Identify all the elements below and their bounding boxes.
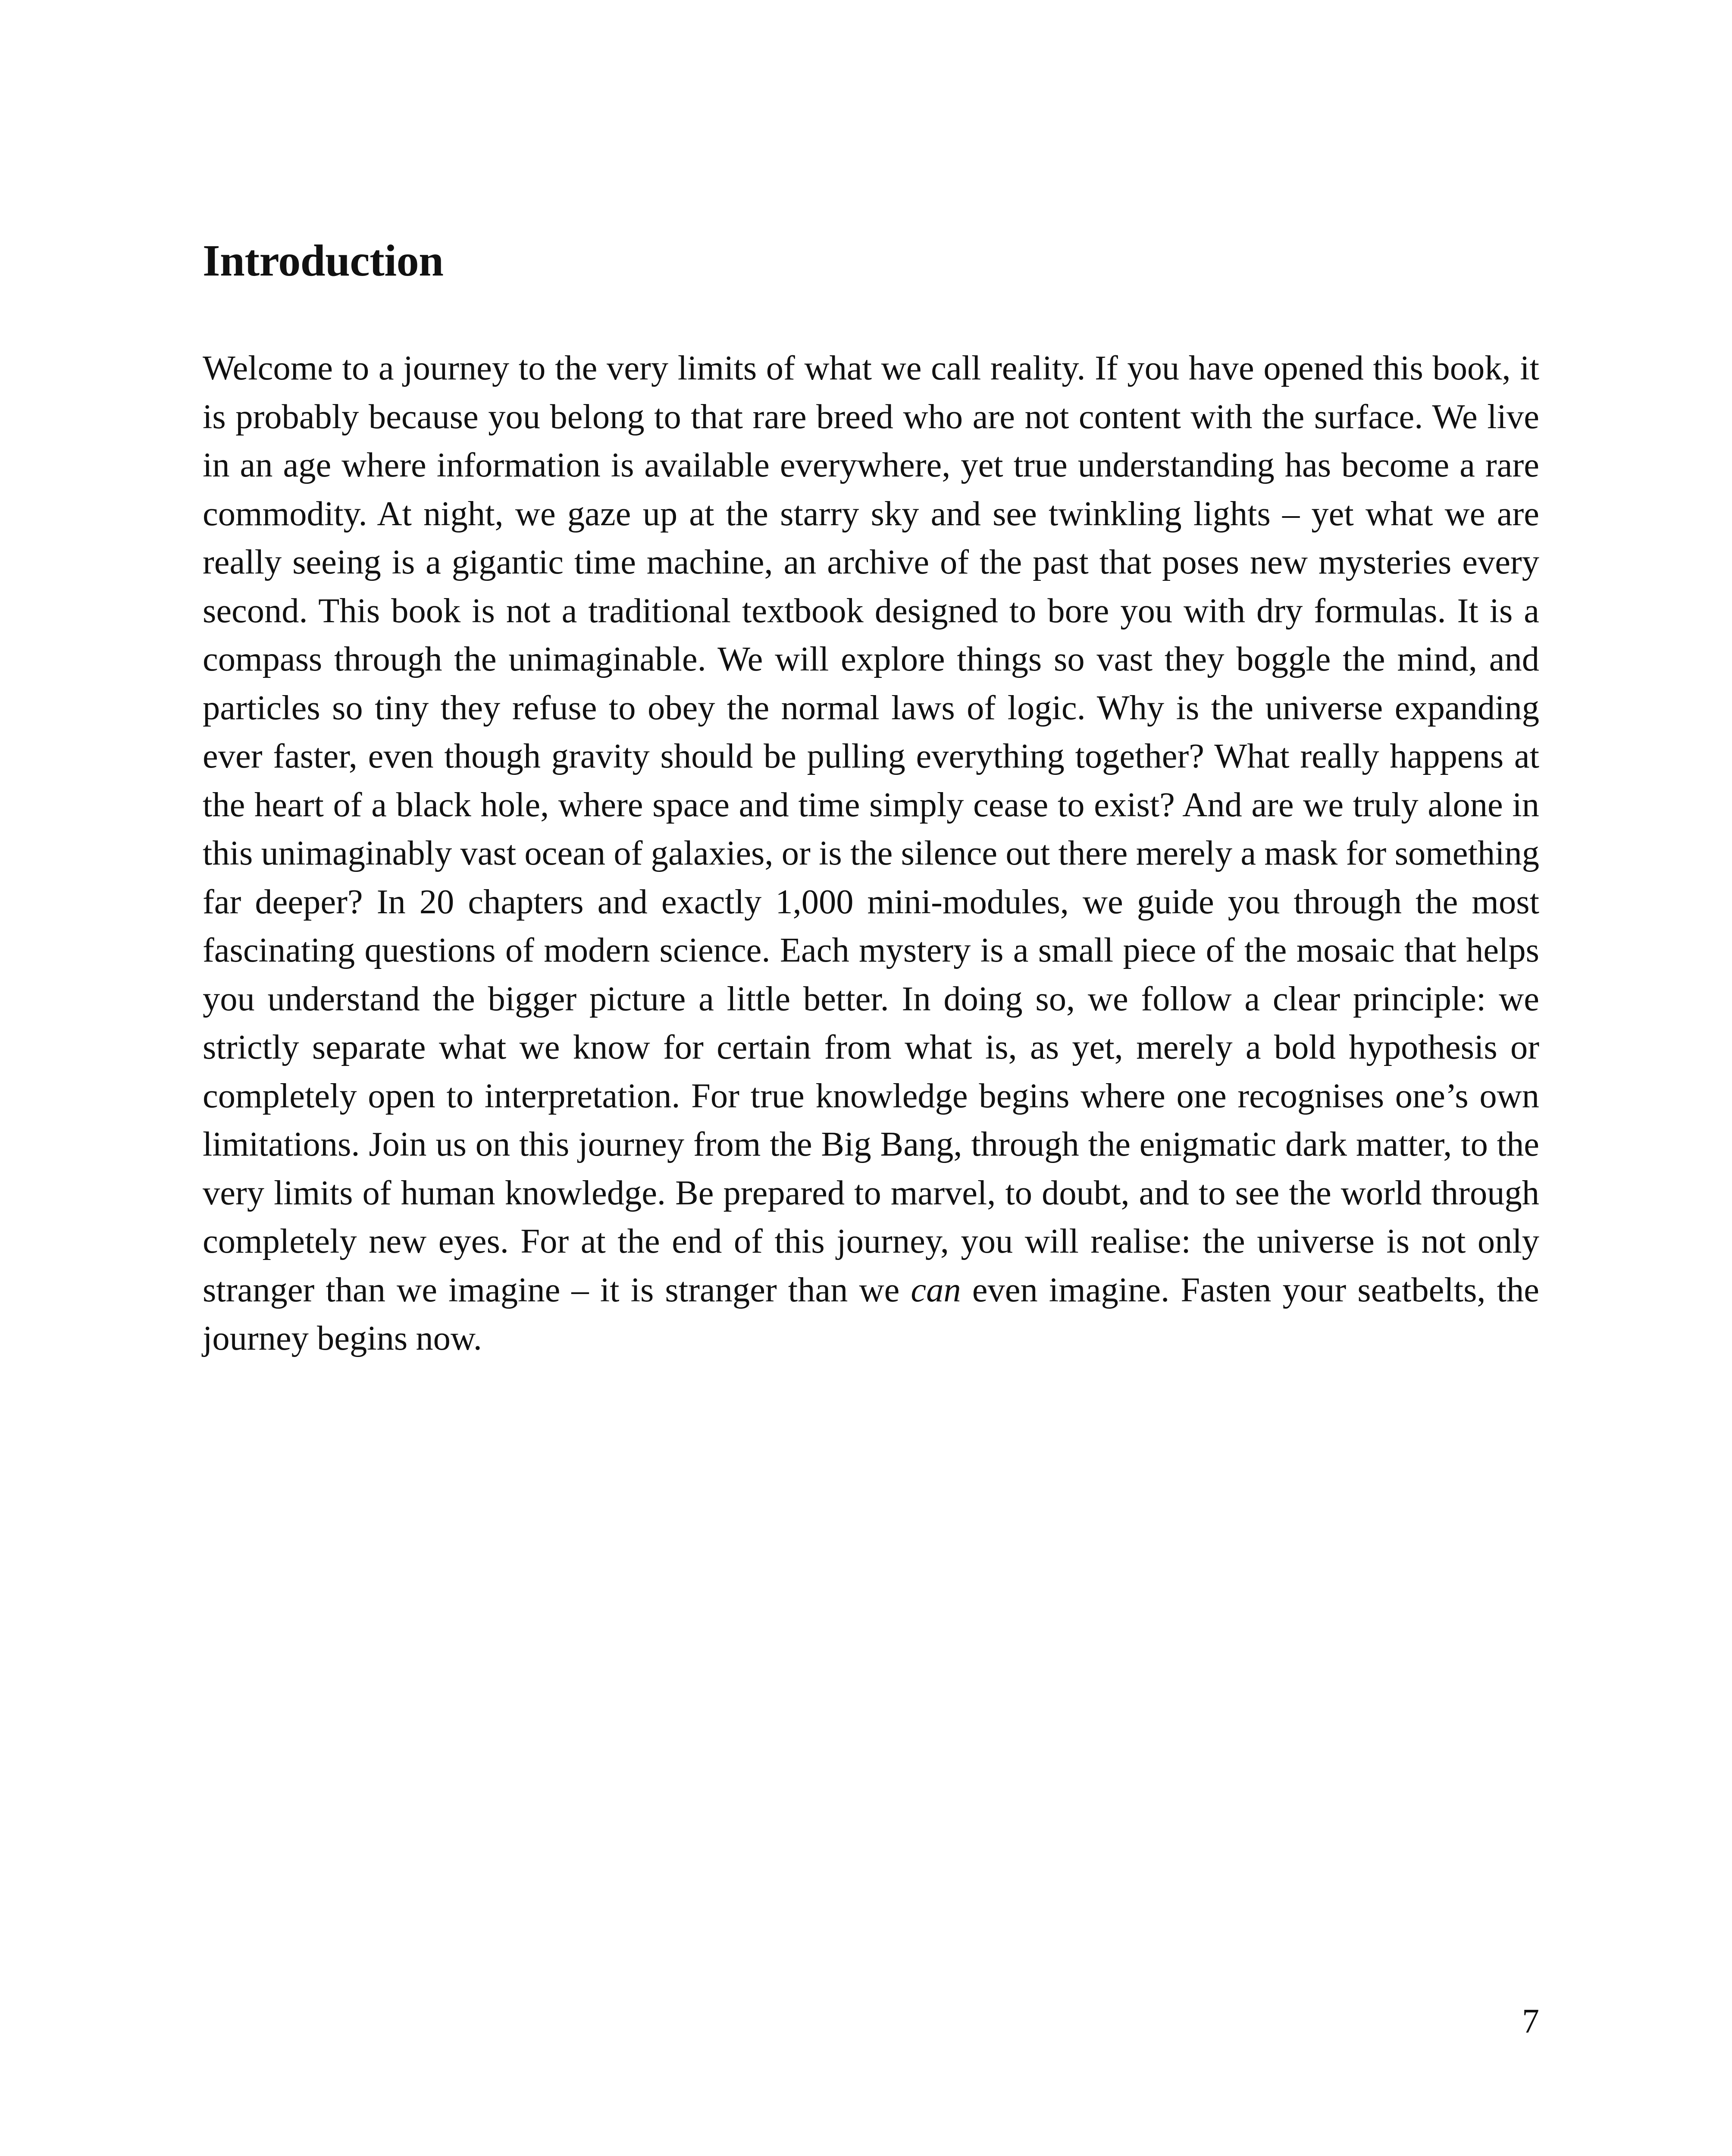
emphasized-word: can	[911, 1270, 961, 1309]
page-title: Introduction	[203, 236, 444, 285]
introduction-paragraph	[203, 344, 1539, 1363]
page-number: 7	[1522, 2002, 1539, 2040]
paragraph-text-start: Welcome to a journey to the very limits of what we call reality. If you have opened this book, it is probably because you belong to that rare breed who are not content with the surface. We live in an age where information is available everywhere, yet true understanding has become a rare commodity. At night, we gaze up at the starry sky and see twinkling lights – yet what we are really seeing is a gigantic time machine, an archive of the past that poses new mysteries every second. This book is not a traditional textbook designed to bore you with dry formulas. It is a compass through the unimaginable. We will explore things so vast they boggle the mind, and particles so tiny they refuse to obey the normal laws of logic. Why is the universe expanding ever faster, even though gravity should be pulling everything together? What really happens at the heart of a black hole, where space and time simply cease to exist? And are we truly alone in this unimaginably vast ocean of galaxies, or is the silence out there merely a mask for something far deeper? In 20 chapters and exactly 1,000 mini-modules, we guide you through the most fascinating questions of modern science. Each mystery is a small piece of the mosaic that helps you understand the bigger picture a little better. In doing so, we follow a clear principle: we strictly separate what we know for certain from what is, as yet, merely a bold hypothesis or completely open to interpretation. For true knowledge begins where one recognises one’s own limitations. Join us on this journey from the Big Bang, through the enigmatic dark matter, to the very limits of human knowledge. Be prepared to marvel, to doubt, and to see the world through completely new eyes. For at the end of this journey, you will realise: the universe is not only stranger than we imagine – it is stranger than we	[203, 349, 1539, 1309]
paragraph-text-end: even imagine. Fasten your seatbelts, the journey begins now.	[203, 1270, 1540, 1357]
